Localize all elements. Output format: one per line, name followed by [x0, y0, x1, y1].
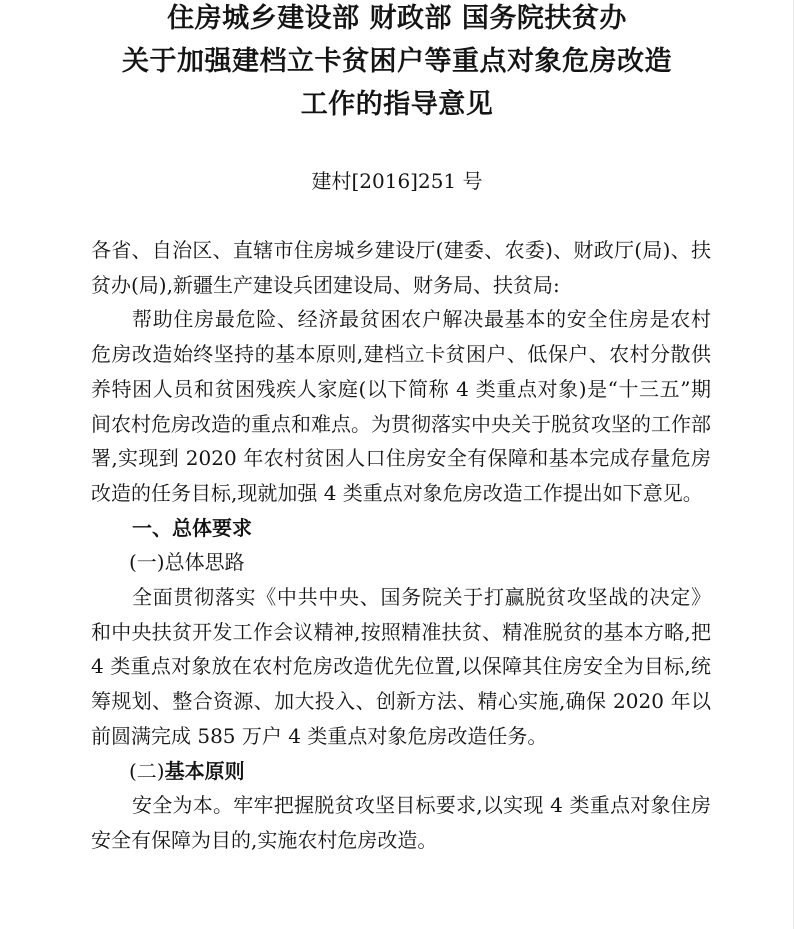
overall-approach-paragraph: 全面贯彻落实《中共中央、国务院关于打赢脱贫攻坚战的决定》和中央扶贫开发工作会议精神,按照精准扶贫、精准脱贫的基本方略,把 4 类重点对象放在农村危房改造优先位置,以保障其住房安全为目标,统筹规划、整合资源、加大投入、创新方法、精心实施,确保 2020 年以前圆满完成 585 万户 4 类重点对象危房改造任务。	[91, 585, 711, 748]
intro-paragraph: 帮助住房最危险、经济最贫困农户解决最基本的安全住房是农村危房改造始终坚持的基本原则,建档立卡贫困户、低保户、农村分散供养特困人员和贫困残疾人家庭(以下简称 4 类重点对象)是“十三五”期间农村危房改造的重点和难点。为贯彻落实中央关于脱贫攻坚的工作部署,实现到 2020 年农村贫困人口住房安全有保障和基本完成存量危房改造的任务目标,现就加强 4 类重点对象危房改造工作提出如下意见。	[91, 307, 711, 505]
document-number: 建村[2016]251 号	[311, 169, 483, 193]
addressee-paragraph: 各省、自治区、直辖市住房城乡建设厅(建委、农委)、财政厅(局)、扶贫办(局),新疆生产建设兵团建设局、财务局、扶贫局:	[91, 238, 711, 297]
document-title-line-2: 关于加强建档立卡贫困户等重点对象危房改造	[122, 46, 672, 77]
subsection-heading-number: (二)	[129, 758, 165, 783]
subsection-heading-basic-principles	[91, 754, 711, 789]
section-heading-general-requirements: 一、总体要求	[132, 515, 252, 540]
document-title-line-1: 住房城乡建设部 财政部 国务院扶贫办	[167, 3, 627, 34]
document-title-line-3: 工作的指导意见	[300, 89, 494, 120]
basic-principles-paragraph: 安全为本。牢牢把握脱贫攻坚目标要求,以实现 4 类重点对象住房安全有保障为目的,实施农村危房改造。	[91, 793, 711, 852]
document-body	[91, 233, 711, 858]
subsection-heading-label: 基本原则	[164, 758, 245, 783]
subsection-heading-overall-approach: (一)总体思路	[129, 550, 245, 575]
